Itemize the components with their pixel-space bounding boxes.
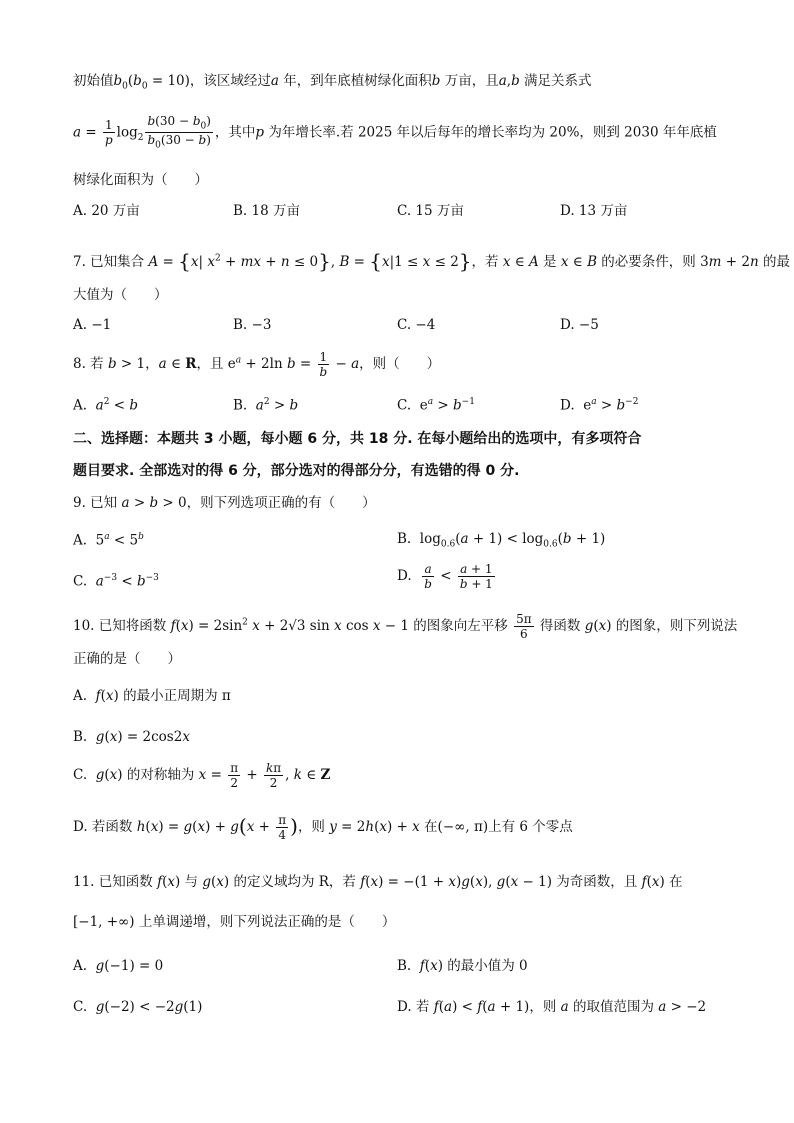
q8-line1: 8. 若 b > 1，a ∈ R，且 $e^a + 2\ln$ b = $\frac{1}{b}$ − a，则（ ） [73, 350, 441, 379]
q7-option-b: B. −3 [233, 317, 272, 333]
q10-option-d: D. 若函数 h(x) = g(x) + g(x + $\frac{\pi}{4}$ )，则 y = 2h(x) + x 在(−∞, π)上有 6 个零点 [73, 813, 573, 842]
q10-line1: 10. 已知将函数 $f(x) = 2\sin^2$ x + 2√3 sin x cos x − 1 的图象向左平移 $\frac{5\pi}{6}$ 得函数 g(x) 的图象，则下列说法 [73, 612, 738, 641]
q8-option-c: C. $e^a > b^{-1}$ [397, 397, 475, 414]
q6-line2: a = $\frac{1}{p}$ $\log_2$ $\frac{b(30 - b_0)}{b_0(30 - b)}$ ，其中p 为年增长率.若 2025 年以后每年的增长率均为 20%，则到 2030 年年底植 [73, 114, 717, 151]
q11-option-c: C. g(−2) < −2g(1) [73, 999, 203, 1015]
q8-option-b: B. $a^2 > b$ [233, 397, 299, 414]
q7-option-d: D. −5 [560, 317, 599, 333]
q7-line1: 7. 已知集合 A = {x| $x^2$ + mx + n ≤ 0}, B = {x|1 ≤ x ≤ 2}，若 x ∈ A 是 x ∈ B 的必要条件，则 3m + 2n 的最 [73, 249, 790, 273]
q9-option-c: C. $a^{-3} < b^{-3}$ [73, 573, 159, 590]
q6-option-a: A. 20 万亩 [73, 203, 140, 219]
q7-line2: 大值为（ ） [73, 287, 168, 303]
q7-option-c: C. −4 [397, 317, 436, 333]
q11-line1: 11. 已知函数 f(x) 与 g(x) 的定义域均为 R，若 f(x) = −(1 + x)g(x), g(x − 1) 为奇函数，且 f(x) 在 [73, 874, 683, 890]
q6-option-c: C. 15 万亩 [397, 203, 464, 219]
q6-option-d: D. 13 万亩 [560, 203, 628, 219]
q6-line3: 树绿化面积为（ ） [73, 172, 208, 188]
q7-option-a: A. −1 [73, 317, 112, 333]
q11-option-b: B. f(x) 的最小值为 0 [397, 958, 528, 974]
section2-line2: 题目要求. 全部选对的得 6 分，部分选对的得部分分，有选错的得 0 分. [73, 463, 520, 479]
q10-option-a: A. f(x) 的最小正周期为 π [73, 688, 231, 704]
q6-option-b: B. 18 万亩 [233, 203, 300, 219]
q9-option-d: D. $\frac{a}{b}$ < $\frac{a + 1}{b + 1}$ [397, 562, 493, 591]
q11-option-a: A. g(−1) = 0 [73, 958, 164, 974]
q9-line1: 9. 已知 a > b > 0，则下列选项正确的有（ ） [73, 495, 376, 511]
section2-line1: 二、选择题：本题共 3 小题，每小题 6 分，共 18 分. 在每小题给出的选项中，有多项符合 [73, 431, 642, 447]
q6-line1: 初始值$b_0(b_0 = 10)$，该区域经过a 年，到年底植树绿化面积b 万亩，且a,b 满足关系式 [73, 73, 592, 92]
q8-option-a: A. $a^2 < b$ [73, 397, 138, 414]
q10-line2: 正确的是（ ） [73, 651, 181, 667]
q9-option-a: A. $5^a < 5^b$ [73, 532, 144, 549]
q11-line2: [−1, +∞) 上单调递增，则下列说法正确的是（ ） [73, 914, 396, 930]
q11-option-d: D. 若 f(a) < f(a + 1)，则 a 的取值范围为 a > −2 [397, 999, 707, 1015]
q8-option-d: D. $e^a > b^{-2}$ [560, 397, 639, 414]
q10-option-b: B. g(x) = 2cos2x [73, 729, 190, 745]
q9-option-b: B. $\log_{0.6}(a + 1) < \log_{0.6}(b + 1)$ [397, 531, 606, 550]
q10-option-c: C. g(x) 的对称轴为 x = $\frac{\pi}{2}$ + $\frac{k\pi}{2}$ , k ∈ Z [73, 761, 331, 790]
